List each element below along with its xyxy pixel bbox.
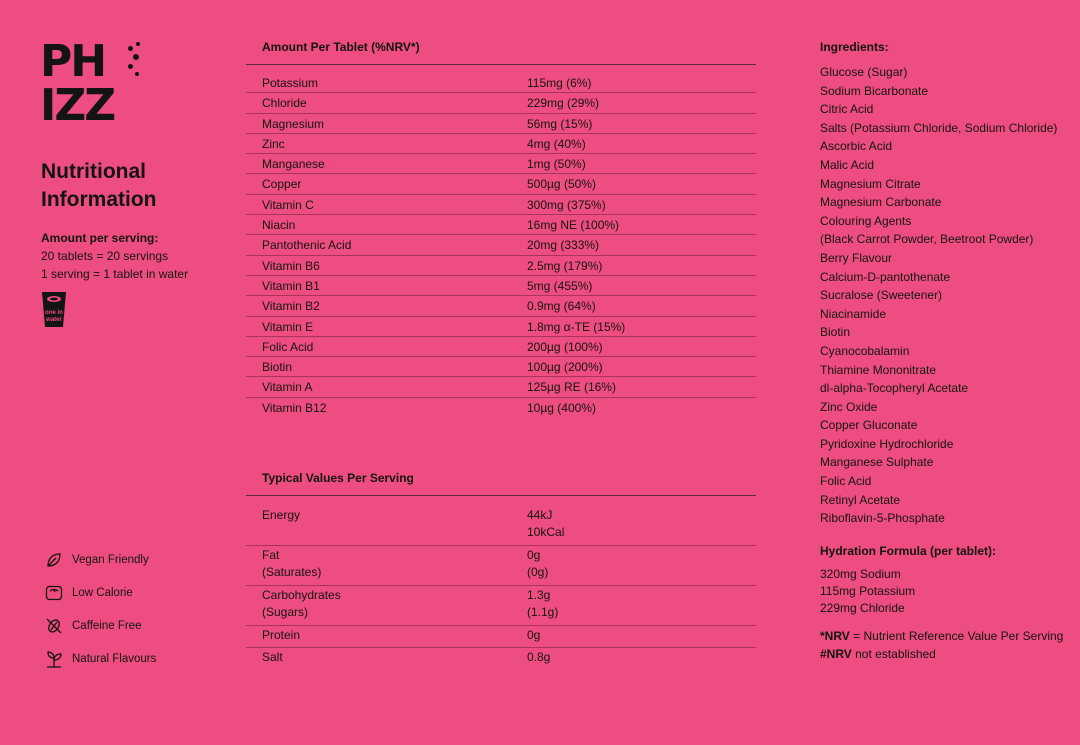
table-row xyxy=(246,134,756,154)
serving-line: 1 serving = 1 tablet in water xyxy=(41,267,189,281)
ingredient-item: Sodium Bicarbonate xyxy=(820,83,929,98)
ingredient-item: Sucralose (Sweetener) xyxy=(820,288,943,303)
ingredient-item: Copper Gluconate xyxy=(820,418,918,433)
ingredient-item: Colouring Agents xyxy=(820,213,912,228)
ingredient-item: Ascorbic Acid xyxy=(820,139,893,154)
nutrient-name: Copper xyxy=(262,177,302,192)
nutrient-name: Vitamin C xyxy=(262,197,314,212)
nutrient-value: 1.8mg α-TE (15%) xyxy=(527,319,626,334)
feature-caffeine-free xyxy=(44,609,224,642)
table-row xyxy=(246,174,756,194)
nutrient-value: 16mg NE (100%) xyxy=(527,218,620,233)
nutrient-name: Vitamin B2 xyxy=(262,299,320,314)
nutrient-name: Chloride xyxy=(262,96,307,111)
table-row xyxy=(246,276,756,296)
bubbles-icon xyxy=(128,42,144,82)
table-row xyxy=(246,506,756,546)
hash-note xyxy=(820,645,1070,663)
nutrient-value: 500µg (50%) xyxy=(527,177,596,192)
nutrient-name: Protein xyxy=(262,628,301,642)
nutrient-name: Niacin xyxy=(262,218,296,233)
ingredient-item: Citric Acid xyxy=(820,102,874,117)
table-row xyxy=(246,256,756,276)
nutrient-value: 0.8g xyxy=(527,650,551,664)
tablet-in-water-icon xyxy=(41,290,67,328)
table-row xyxy=(246,317,756,337)
ingredient-item: dl-alpha-Tocopheryl Acetate xyxy=(820,381,969,396)
ingredient-item: Riboflavin-5-Phosphate xyxy=(820,511,945,526)
table-row xyxy=(246,546,756,586)
ingredient-item: Manganese Sulphate xyxy=(820,455,934,470)
nutrient-name: Vitamin E xyxy=(262,319,314,334)
page-title: Nutritional Information xyxy=(41,160,157,211)
nrv-note xyxy=(820,627,1070,645)
ingredient-item: Calcium-D-pantothenate xyxy=(820,269,951,284)
nutrient-value: 10µg (400%) xyxy=(527,400,596,415)
ingredient-item: Glucose (Sugar) xyxy=(820,65,908,79)
table-row xyxy=(246,93,756,113)
badge-line-2: water xyxy=(46,317,62,323)
per-tablet-heading: Amount Per Tablet (%NRV*) xyxy=(246,40,756,65)
nutrient-name: Vitamin B6 xyxy=(262,258,320,273)
nutrient-value: 4mg (40%) xyxy=(527,136,586,151)
ingredient-item: Retinyl Acetate xyxy=(820,492,901,507)
typical-values-table xyxy=(246,471,756,670)
typical-values-heading: Typical Values Per Serving xyxy=(246,471,756,496)
feature-label: Low Calorie xyxy=(72,586,133,599)
nutrient-name: Salt xyxy=(262,650,283,664)
nrv-text: = Nutrient Reference Value Per Serving xyxy=(849,629,1064,643)
ingredient-item: Magnesium Citrate xyxy=(820,176,921,191)
table-row xyxy=(246,398,756,418)
ingredient-item: Magnesium Carbonate xyxy=(820,195,942,210)
nutrient-name: Fat xyxy=(262,548,280,562)
hydration-item: 115mg Potassium xyxy=(820,584,916,598)
nutrient-value: 44kJ xyxy=(527,508,553,522)
ingredient-item: Cyanocobalamin xyxy=(820,343,910,358)
nutrient-value: 229mg (29%) xyxy=(527,96,600,111)
per-tablet-table xyxy=(246,40,756,418)
feature-list xyxy=(44,543,224,675)
nutrient-name: Energy xyxy=(262,508,301,522)
scale-icon xyxy=(44,583,64,603)
hydration-heading: Hydration Formula (per tablet): xyxy=(820,544,997,558)
feature-natural-flavours xyxy=(44,642,224,675)
nutrient-value: 56mg (15%) xyxy=(527,116,593,131)
table-row xyxy=(246,357,756,377)
table-row xyxy=(246,296,756,316)
feature-label: Caffeine Free xyxy=(72,619,142,632)
hash-key: #NRV xyxy=(820,647,852,661)
nutrient-value: 300mg (375%) xyxy=(527,197,606,212)
ingredients-list xyxy=(820,40,1070,528)
hydration-item: 229mg Chloride xyxy=(820,601,905,615)
nutrient-value: 1.3g xyxy=(527,588,551,602)
table-row xyxy=(246,337,756,357)
nutrient-name: Folic Acid xyxy=(262,339,314,354)
ingredient-item: Pyridoxine Hydrochloride xyxy=(820,436,954,451)
badge-line-1: one in xyxy=(45,310,63,316)
table-row xyxy=(246,626,756,648)
nutrient-name: Vitamin B1 xyxy=(262,278,320,293)
ingredient-item: Biotin xyxy=(820,325,851,340)
nutrient-name: Potassium xyxy=(262,76,319,90)
nutrient-subname: (Saturates) xyxy=(262,565,322,579)
nutrient-value: 2.5mg (179%) xyxy=(527,258,603,273)
feature-low-calorie xyxy=(44,576,224,609)
table-row xyxy=(246,114,756,134)
nutrient-subvalue: (0g) xyxy=(527,565,549,579)
nutrient-name: Vitamin A xyxy=(262,380,313,395)
table-row xyxy=(246,154,756,174)
nutrient-name: Manganese xyxy=(262,157,325,172)
ingredient-item: Thiamine Mononitrate xyxy=(820,362,937,377)
ingredient-item: Berry Flavour xyxy=(820,250,893,265)
serving-line: 20 tablets = 20 servings xyxy=(41,249,169,263)
table-row xyxy=(246,215,756,235)
hydration-formula xyxy=(820,543,1070,617)
logo-line-1: PH xyxy=(40,36,106,87)
ingredient-item: Niacinamide xyxy=(820,306,887,321)
nutrient-name: Pantothenic Acid xyxy=(262,238,352,253)
nutrient-value: 125µg RE (16%) xyxy=(527,380,616,395)
nutrient-value: 20mg (333%) xyxy=(527,238,600,253)
logo-line-2: IZZ xyxy=(40,80,115,131)
nutrient-value: 115mg (6%) xyxy=(527,76,592,90)
serving-info xyxy=(41,229,231,283)
ingredient-item: Zinc Oxide xyxy=(820,399,878,414)
ingredient-item: Folic Acid xyxy=(820,474,872,489)
feature-label: Vegan Friendly xyxy=(72,553,149,566)
ingredient-item: Malic Acid xyxy=(820,157,875,172)
nutrient-name: Zinc xyxy=(262,136,285,151)
plant-icon xyxy=(44,649,64,669)
serving-heading: Amount per serving: xyxy=(41,231,159,245)
nutrient-value: 200µg (100%) xyxy=(527,339,603,354)
hydration-item: 320mg Sodium xyxy=(820,567,901,581)
hash-text: not established xyxy=(851,647,936,661)
footnotes xyxy=(820,627,1070,663)
ingredient-item: Salts (Potassium Chloride, Sodium Chloride) xyxy=(820,120,1058,135)
nutrient-name: Vitamin B12 xyxy=(262,400,327,415)
nutrient-value: 0g xyxy=(527,628,541,642)
nrv-key: *NRV xyxy=(820,629,850,643)
table-row xyxy=(246,586,756,626)
nutrient-value: 1mg (50%) xyxy=(527,157,586,172)
table-row xyxy=(246,195,756,215)
nutrient-name: Carbohydrates xyxy=(262,588,341,602)
brand-logo xyxy=(40,36,144,136)
feature-vegan xyxy=(44,543,224,576)
nutrient-value: 100µg (200%) xyxy=(527,360,603,375)
nutrient-name: Biotin xyxy=(262,360,293,375)
bean-crossed-icon xyxy=(44,616,64,636)
nutrient-value: 0g xyxy=(527,548,541,562)
table-row xyxy=(246,648,756,670)
leaf-icon xyxy=(44,550,64,570)
nutrient-value: 5mg (455%) xyxy=(527,278,593,293)
table-row xyxy=(246,73,756,93)
nutrient-value: 0.9mg (64%) xyxy=(527,299,596,314)
ingredient-item: (Black Carrot Powder, Beetroot Powder) xyxy=(820,232,1034,247)
nutrient-name: Magnesium xyxy=(262,116,325,131)
nutrient-subvalue: 10kCal xyxy=(527,525,565,539)
table-row xyxy=(246,377,756,397)
ingredients-heading: Ingredients: xyxy=(820,40,889,54)
table-row xyxy=(246,235,756,255)
nutrient-subname: (Sugars) xyxy=(262,605,309,619)
feature-label: Natural Flavours xyxy=(72,652,157,665)
nutrient-subvalue: (1.1g) xyxy=(527,605,559,619)
